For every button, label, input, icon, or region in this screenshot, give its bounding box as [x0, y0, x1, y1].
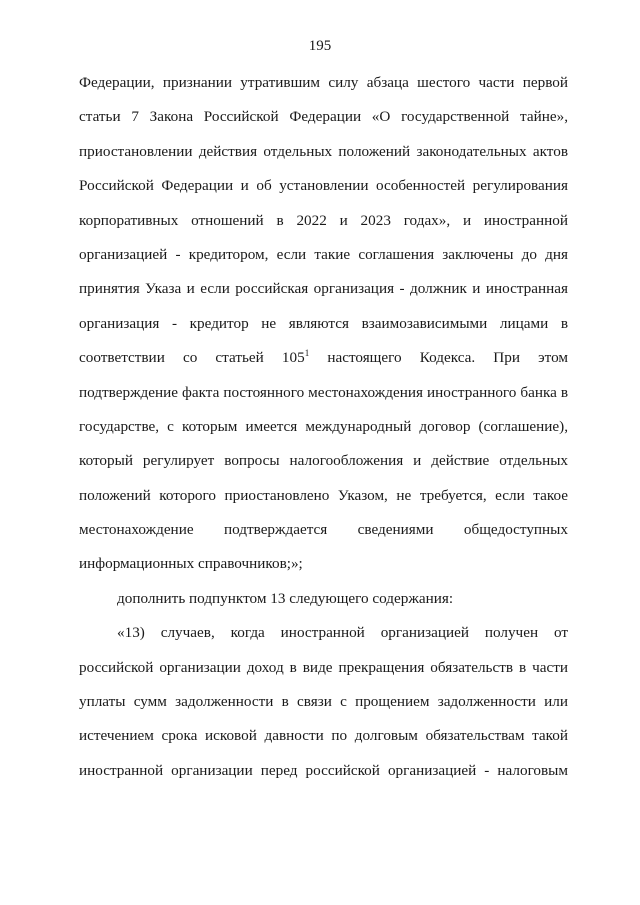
- page-number: 195: [308, 38, 332, 54]
- text-line: уплаты сумм задолженности в связи с прощением задолженности или: [79, 693, 568, 711]
- text-line-with-article-reference: [79, 341, 568, 375]
- text-line: принятия Указа и если российская организация - должник и иностранная: [79, 280, 568, 298]
- text-line-paragraph-start: дополнить подпунктом 13 следующего содержания:: [117, 589, 454, 607]
- article-superscript: 1: [304, 348, 310, 359]
- text-line-paragraph-end: информационных справочников;»;: [79, 555, 303, 573]
- text-line: организацией - кредитором, если такие соглашения заключены до дня: [79, 245, 568, 263]
- text-line: истечением срока исковой давности по долговым обязательствам такой: [79, 727, 568, 745]
- text-line: организация - кредитор не являются взаимозависимыми лицами в: [79, 314, 568, 332]
- text-line: иностранной организации перед российской организацией - налоговым: [79, 761, 568, 779]
- text-line-paragraph-start: «13) случаев, когда иностранной организацией получен от: [117, 624, 568, 642]
- text-line: положений которого приостановлено Указом, не требуется, если такое: [79, 486, 568, 504]
- text-line: Федерации, признании утратившим силу абзаца шестого части первой: [79, 74, 568, 91]
- text-line: статьи 7 Закона Российской Федерации «О государственной тайне»,: [79, 108, 568, 126]
- text-line: местонахождение подтверждается сведениями общедоступных: [79, 521, 568, 539]
- text-line: приостановлении действия отдельных положений законодательных актов: [79, 142, 568, 160]
- text-line: подтверждение факта постоянного местонахождения иностранного банка в: [79, 383, 568, 401]
- text-line: государстве, с которым имеется международный договор (соглашение),: [79, 417, 568, 435]
- line-text-before: соответствии со статьей 105: [79, 349, 305, 367]
- text-line: российской организации доход в виде прекращения обязательств в части: [79, 658, 568, 676]
- document-body: [79, 66, 568, 788]
- text-line: Российской Федерации и об установлении особенностей регулирования: [79, 177, 568, 195]
- text-line: который регулирует вопросы налогообложения и действие отдельных: [79, 452, 568, 470]
- text-line: корпоративных отношений в 2022 и 2023 годах», и иностранной: [79, 211, 568, 229]
- line-text-after: настоящего Кодекса. При этом: [309, 349, 568, 367]
